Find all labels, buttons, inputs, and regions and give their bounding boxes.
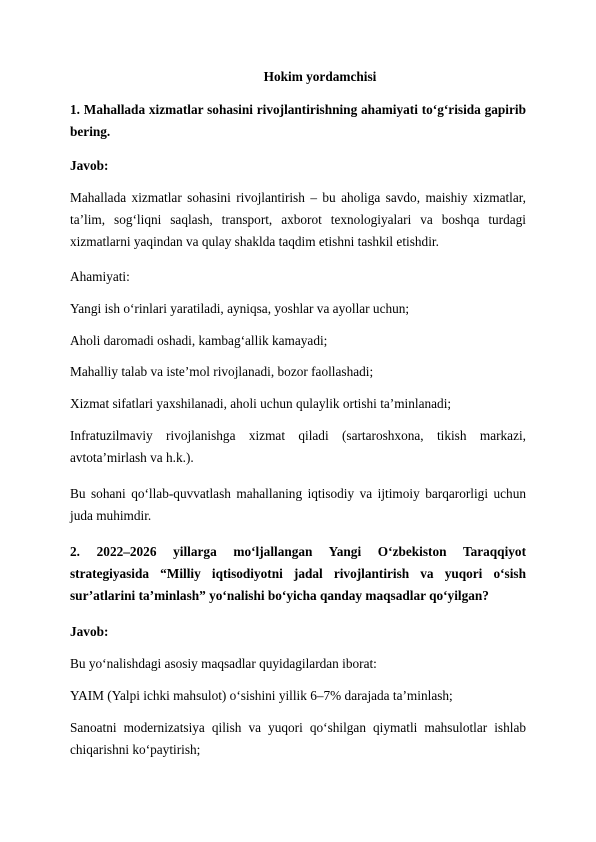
importance-item: Yangi ish o‘rinlari yaratiladi, ayniqsa, yoshlar va ayollar uchun; [70, 301, 410, 316]
answer-1-conclusion: Bu sohani qo‘llab-quvvatlash mahallaning iqtisodiy va ijtimoiy barqarorligi uchun juda muhimdir. [70, 486, 526, 523]
question-1: 1. Mahallada xizmatlar sohasini rivojlantirishning ahamiyati to‘g‘risida gapirib bering. [70, 102, 526, 139]
answer-1-intro: Mahallada xizmatlar sohasini rivojlantirish – bu aholiga savdo, maishiy xizmatlar, ta’lim, sog‘liqni saqlash, transport, axborot texnologiyalari va boshqa turdagi xizmatlarni yaqindan va qulay shaklda taqdim etishni tashkil etishdir. [70, 190, 526, 249]
page-title: Hokim yordamchisi [263, 69, 377, 84]
importance-item: Mahalliy talab va iste’mol rivojlanadi, bozor faollashadi; [70, 364, 374, 379]
question-2: 2. 2022–2026 yillarga mo‘ljallangan Yangi O‘zbekiston Taraqqiyot strategiyasida “Milliy iqtisodiyotni jadal rivojlantirish va yuqori o‘sish sur’atlarini ta’minlash” yo‘nalishi bo‘yicha qanday maqsadlar qo‘yilgan? [70, 544, 526, 603]
goal-item: YAIM (Yalpi ichki mahsulot) o‘sishini yillik 6–7% darajada ta’minlash; [70, 688, 453, 703]
answer-2-intro: Bu yo‘nalishdagi asosiy maqsadlar quyidagilardan iborat: [70, 656, 377, 671]
importance-label: Ahamiyati: [70, 269, 130, 284]
answer-1-label: Javob: [70, 158, 109, 173]
goal-item: Sanoatni modernizatsiya qilish va yuqori qo‘shilgan qiymatli mahsulotlar ishlab chiqarishni ko‘paytirish; [70, 720, 526, 757]
importance-item: Aholi daromadi oshadi, kambag‘allik kamayadi; [70, 333, 328, 348]
importance-item: Infratuzilmaviy rivojlanishga xizmat qiladi (sartaroshxona, tikish markazi, avtota’mirlash va h.k.). [70, 428, 526, 465]
answer-2-label: Javob: [70, 624, 109, 639]
importance-item: Xizmat sifatlari yaxshilanadi, aholi uchun qulaylik ortishi ta’minlanadi; [70, 396, 452, 411]
